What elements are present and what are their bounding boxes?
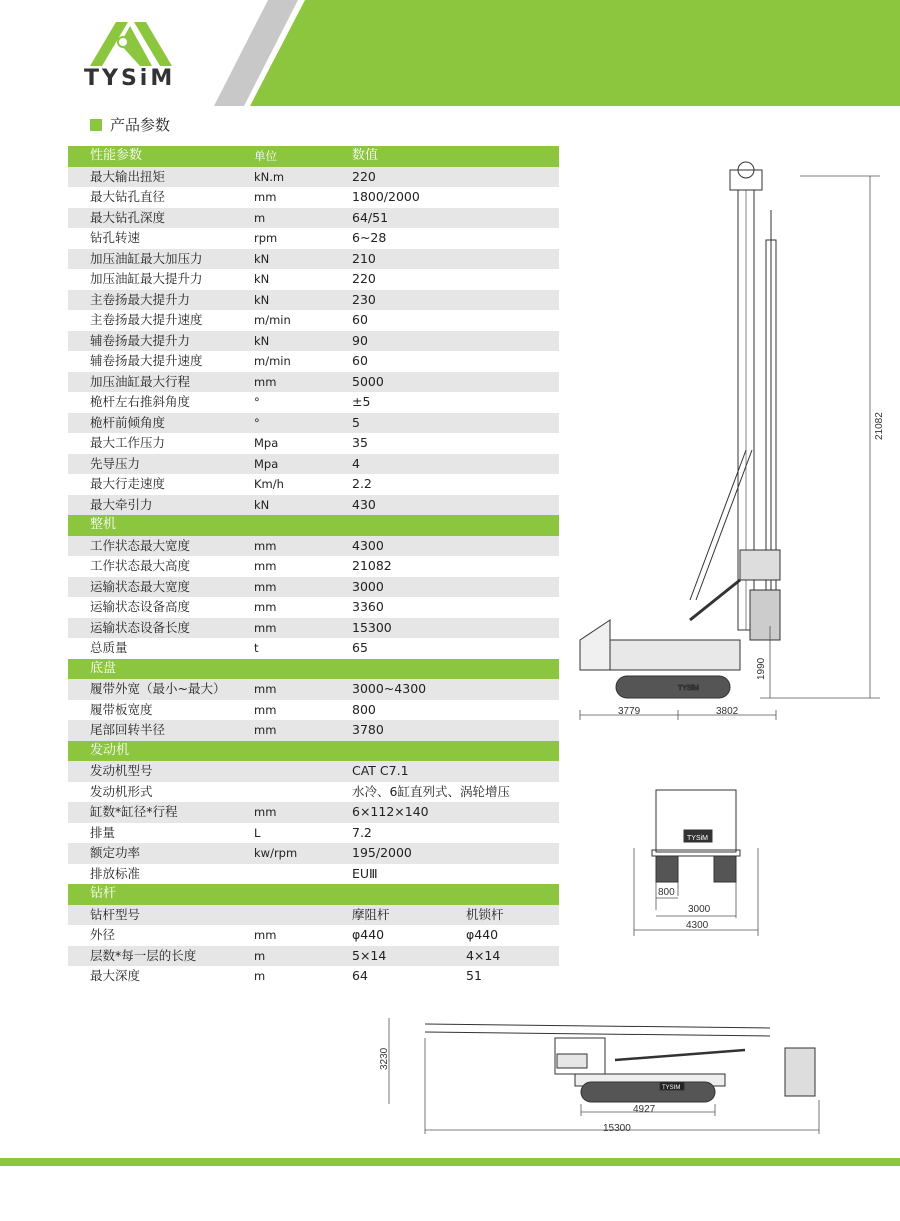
table-row [68,597,559,618]
table-cell-c3: 7.2 [352,824,372,840]
table-cell-c2: ° [254,415,260,430]
table-row [68,228,559,249]
table-cell-c1: 桅杆左右推斜角度 [90,394,191,409]
table-row [68,372,559,393]
table-cell-c1: 钻杆型号 [90,906,141,922]
table-cell-c3: 60 [352,353,368,368]
table-cell-c1: 最大深度 [90,968,141,983]
table-cell-c1: 履带板宽度 [90,701,153,717]
table-cell-c3: 数值 [352,148,379,163]
table-cell-c3: 220 [352,271,376,286]
table-cell-c1: 尾部回转半径 [90,722,166,737]
table-cell-c3: 15300 [352,619,392,635]
table-row [68,700,559,721]
table-row [68,679,559,700]
spec-table [68,146,559,987]
table-cell-c1: 主卷扬最大提升速度 [90,312,203,327]
dim-track: 800 [658,887,675,898]
table-row [68,577,559,598]
table-cell-c3: 60 [352,312,368,327]
table-cell-c2: kN [254,272,270,286]
table-cell-c3: 230 [352,291,376,307]
table-row [68,864,559,885]
table-cell-c1: 履带外宽（最小~最大） [90,681,226,696]
table-row [68,761,559,782]
table-cell-c3: 64 [352,968,368,983]
table-row [68,925,559,946]
table-cell-c2: mm [254,682,277,696]
table-cell-c1: 运输状态最大宽度 [90,578,191,594]
table-cell-c2: t [254,641,259,655]
table-cell-c3: 4 [352,455,360,471]
table-cell-c2: kN.m [254,169,285,184]
table-row [68,556,559,577]
table-cell-c3: 64/51 [352,209,389,225]
table-cell-c1: 辅卷扬最大提升速度 [90,353,203,368]
table-cell-c2: m/min [254,313,291,327]
table-cell-c3: 6~28 [352,230,387,245]
table-cell-c3: 800 [352,701,376,717]
table-cell-c2: mm [254,190,277,204]
table-row [68,392,559,413]
table-cell-c3: 210 [352,250,376,266]
table-cell-c1: 最大钻孔直径 [90,189,166,204]
table-cell-c2: m/min [254,354,291,368]
table-cell-c2: mm [254,805,277,819]
table-cell-c3: 6×112×140 [352,804,429,819]
table-row [68,536,559,557]
table-cell-c1: 工作状态最大高度 [90,558,191,573]
svg-text:TYSiM: TYSiM [678,685,699,692]
table-cell-c2: 单位 [254,149,277,163]
table-cell-c2: mm [254,723,277,737]
table-row [68,782,559,803]
dim-rear: 3779 [618,706,641,717]
table-cell-c1: 工作状态最大宽度 [90,537,191,553]
rear-plate: TYSiM [687,835,708,842]
table-cell-c3: 430 [352,496,376,512]
table-row [68,433,559,454]
table-cell-c1: 加压油缸最大提升力 [90,271,203,286]
section-header-title: 整机 [90,517,117,532]
table-cell-c2: m [254,210,266,225]
table-cell-c2: mm [254,559,277,573]
table-cell-c4: 4×14 [466,947,501,963]
table-cell-c2: m [254,969,266,983]
table-row [68,802,559,823]
table-cell-c3: ±5 [352,394,371,409]
table-row [68,720,559,741]
table-cell-c2: kN [254,292,270,307]
table-cell-c2: rpm [254,231,278,245]
table-cell-c1: 主卷扬最大提升力 [90,291,191,307]
table-cell-c3: 水冷、6缸直列式、涡轮增压 [352,783,510,799]
table-cell-c2: kN [254,251,270,266]
table-cell-c2: L [254,825,261,840]
table-cell-c1: 加压油缸最大加压力 [90,250,203,266]
table-cell-c3: 220 [352,168,376,184]
table-row [68,638,559,659]
table-cell-c1: 辅卷扬最大提升力 [90,332,191,348]
table-row [68,310,559,331]
table-cell-c1: 发动机型号 [90,763,153,778]
dim-track-len: 4927 [633,1104,656,1115]
table-cell-c1: 最大输出扭矩 [90,168,166,184]
table-cell-c3: EUⅢ [352,865,378,881]
table-cell-c1: 排放标准 [90,865,141,881]
transport-view-drawing [375,1010,835,1140]
table-cell-c3: 4300 [352,537,384,553]
table-row [68,269,559,290]
table-row [68,454,559,475]
section-header-title: 发动机 [90,742,130,758]
table-row [68,843,559,864]
table-cell-c2: mm [254,374,277,389]
table-cell-c1: 发动机形式 [90,783,153,799]
dim-width-max: 4300 [686,920,709,931]
dim-width-min: 3000 [688,904,711,915]
table-cell-c2: Km/h [254,477,284,491]
table-cell-c1: 加压油缸最大行程 [90,373,191,389]
table-cell-c4: φ440 [466,927,499,942]
table-cell-c3: 3000~4300 [352,681,427,696]
section-header-title: 底盘 [90,660,117,676]
table-cell-c1: 运输状态设备长度 [90,619,191,635]
table-row [68,249,559,270]
table-row [68,187,559,208]
table-row [68,905,559,926]
table-cell-c1: 最大钻孔深度 [90,209,166,225]
table-row [68,966,559,987]
table-row [68,823,559,844]
dim-front: 3802 [716,706,739,717]
table-cell-c1: 最大牵引力 [90,496,153,512]
table-cell-c1: 最大行走速度 [90,476,166,491]
section-title [90,114,170,135]
table-cell-c3: 5×14 [352,947,387,963]
logo-wordmark: TYSiM [84,66,176,91]
bottom-bar [0,1158,900,1166]
table-cell-c2: kw/rpm [254,846,298,860]
table-section-header [68,146,559,167]
table-cell-c3: 1800/2000 [352,189,420,204]
side-view-drawing [570,150,900,730]
table-cell-c3: CAT C7.1 [352,763,409,778]
table-cell-c1: 先导压力 [90,455,141,471]
table-cell-c2: mm [254,620,277,635]
transport-plate: TYSIM [662,1085,681,1091]
table-cell-c4: 机锁杆 [466,906,504,922]
table-cell-c1: 额定功率 [90,845,141,860]
table-row [68,167,559,188]
table-row [68,618,559,639]
table-cell-c3: 90 [352,332,368,348]
table-row [68,413,559,434]
table-row [68,495,559,516]
table-cell-c3: φ440 [352,927,385,942]
dim-transport-height: 3230 [379,1047,390,1070]
table-row [68,474,559,495]
table-cell-c2: kN [254,497,270,512]
table-cell-c3: 3780 [352,722,384,737]
table-section-header [68,741,559,762]
table-cell-c2: mm [254,702,277,717]
table-row [68,290,559,311]
table-cell-c1: 性能参数 [90,148,143,163]
table-cell-c3: 21082 [352,558,392,573]
table-cell-c3: 195/2000 [352,845,412,860]
table-cell-c3: 3000 [352,578,384,594]
green-square-icon [90,119,102,131]
table-row [68,208,559,229]
table-cell-c2: Mpa [254,436,279,450]
table-cell-c1: 外径 [90,927,116,942]
table-cell-c1: 缸数*缸径*行程 [90,804,178,819]
table-cell-c2: kN [254,333,270,348]
dim-total-len: 15300 [603,1123,631,1134]
dim-base: 1990 [756,657,767,680]
rear-view-drawing [630,770,770,940]
table-cell-c1: 桅杆前倾角度 [90,414,166,430]
table-section-header [68,659,559,680]
table-cell-c1: 总质量 [90,640,128,655]
table-cell-c2: ° [254,395,260,409]
table-cell-c3: 5 [352,414,360,430]
table-cell-c3: 65 [352,640,368,655]
section-title-text: 产品参数 [110,116,171,134]
table-row [68,351,559,372]
table-cell-c3: 2.2 [352,476,372,491]
table-cell-c1: 层数*每一层的长度 [90,947,197,963]
table-row [68,331,559,352]
table-cell-c3: 5000 [352,373,384,389]
table-cell-c3: 摩阻杆 [352,906,390,922]
table-cell-c3: 3360 [352,599,384,614]
table-cell-c2: m [254,948,266,963]
table-cell-c1: 排量 [90,824,116,840]
dim-height: 21082 [874,412,885,440]
table-cell-c2: mm [254,538,277,553]
table-cell-c1: 最大工作压力 [90,435,166,450]
table-cell-c1: 钻孔转速 [90,230,141,245]
table-cell-c2: Mpa [254,456,279,471]
section-header-title: 钻杆 [90,886,117,901]
table-cell-c1: 运输状态设备高度 [90,599,191,614]
table-cell-c4: 51 [466,968,482,983]
table-cell-c2: mm [254,579,277,594]
table-cell-c3: 35 [352,435,368,450]
table-section-header [68,884,559,905]
table-row [68,946,559,967]
table-section-header [68,515,559,536]
table-cell-c2: mm [254,600,277,614]
table-cell-c2: mm [254,928,277,942]
